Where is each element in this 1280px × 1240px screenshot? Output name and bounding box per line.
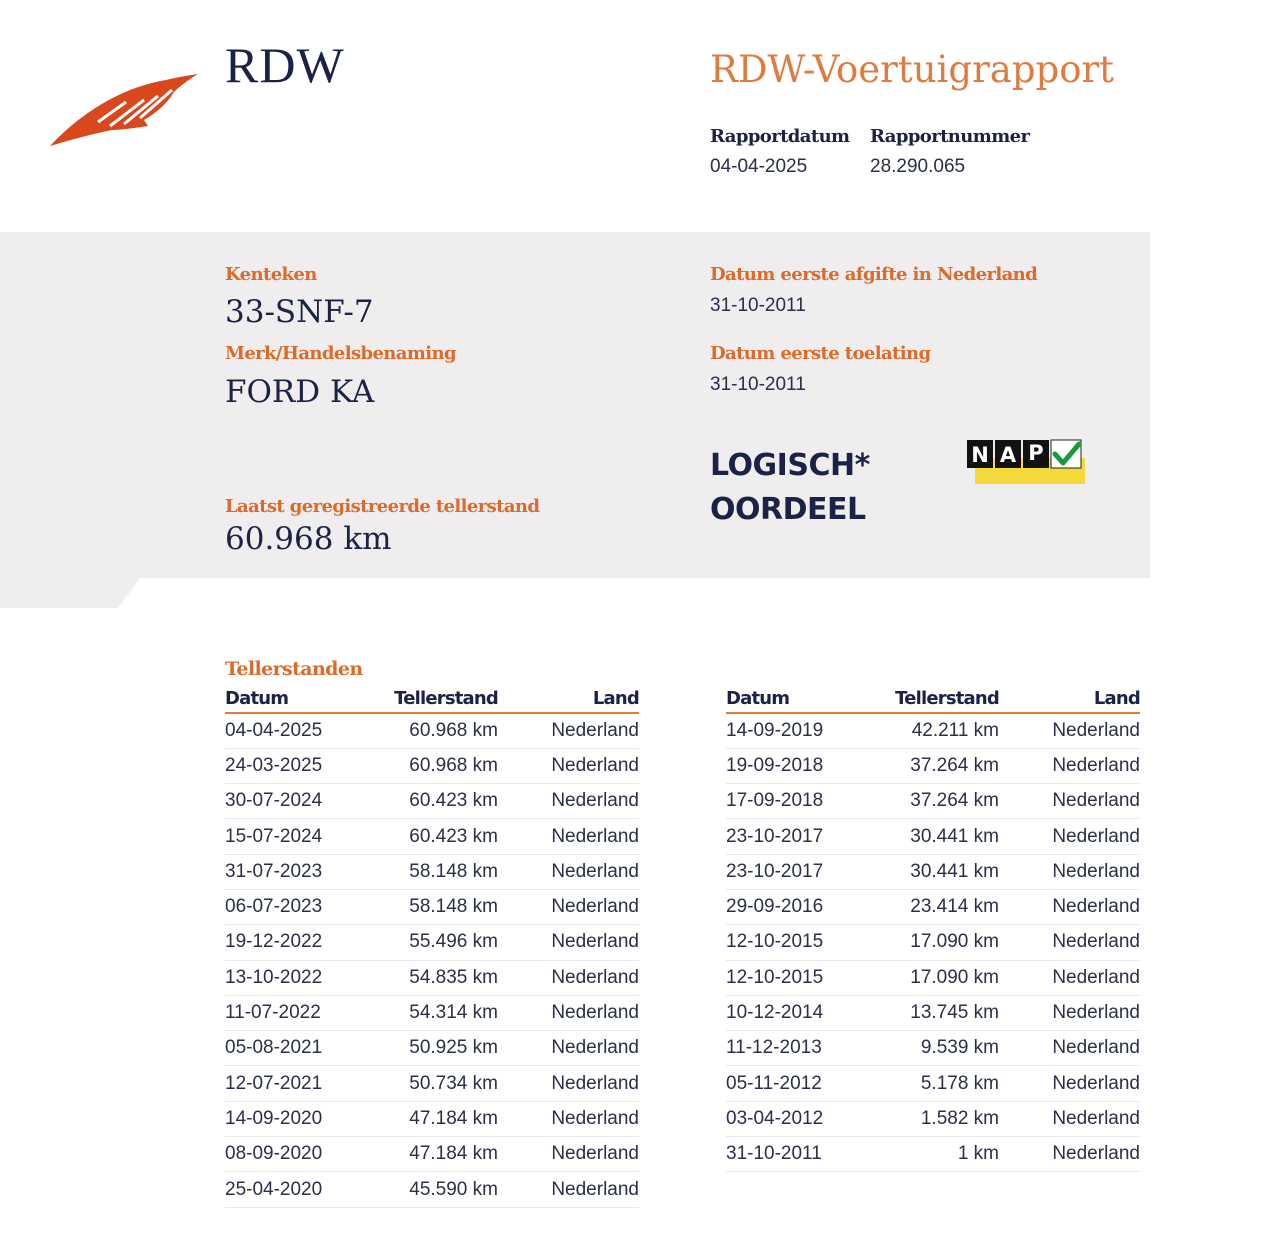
tellerstand-cell: 60.968 km xyxy=(355,748,498,783)
datum-cell: 24-03-2025 xyxy=(225,748,355,783)
datum-cell: 03-04-2012 xyxy=(726,1101,856,1136)
land-cell: Nederland xyxy=(498,1031,639,1066)
tellerstand-cell: 47.184 km xyxy=(355,1137,498,1172)
table-row xyxy=(225,854,639,889)
datum-cell: 19-09-2018 xyxy=(726,748,856,783)
land-cell: Nederland xyxy=(498,889,639,924)
table-row xyxy=(726,713,1140,748)
nap-letter-a: A xyxy=(999,443,1017,467)
report-number-label: Rapportnummer xyxy=(870,126,1030,147)
tellerstand-cell: 37.264 km xyxy=(856,784,999,819)
land-cell: Nederland xyxy=(498,1101,639,1136)
datum-cell: 12-10-2015 xyxy=(726,960,856,995)
land-cell: Nederland xyxy=(498,854,639,889)
land-cell: Nederland xyxy=(999,819,1140,854)
afgifte-label: Datum eerste afgifte in Nederland xyxy=(710,264,1038,285)
table-row xyxy=(225,889,639,924)
tellerstand-cell: 17.090 km xyxy=(856,925,999,960)
datum-cell: 05-08-2021 xyxy=(225,1031,355,1066)
col-tellerstand: Tellerstand xyxy=(355,688,498,713)
merk-value: FORD KA xyxy=(225,374,375,410)
land-cell: Nederland xyxy=(999,854,1140,889)
tellerstand-cell: 17.090 km xyxy=(856,960,999,995)
land-cell: Nederland xyxy=(999,995,1140,1030)
datum-cell: 11-07-2022 xyxy=(225,995,355,1030)
tellerstand-cell: 30.441 km xyxy=(856,819,999,854)
tellerstand-cell: 60.423 km xyxy=(355,819,498,854)
tellerstanden-title: Tellerstanden xyxy=(225,658,363,680)
oordeel-verdict xyxy=(710,444,870,532)
tellerstand-cell: 1.582 km xyxy=(856,1101,999,1136)
table-row xyxy=(225,960,639,995)
afgifte-value: 31-10-2011 xyxy=(710,295,806,316)
land-cell: Nederland xyxy=(498,1137,639,1172)
datum-cell: 12-07-2021 xyxy=(225,1066,355,1101)
table-row xyxy=(225,819,639,854)
oordeel-line-1: LOGISCH* xyxy=(710,448,870,483)
rdw-logo-icon xyxy=(48,66,202,150)
table-row xyxy=(726,819,1140,854)
datum-cell: 06-07-2023 xyxy=(225,889,355,924)
land-cell: Nederland xyxy=(498,784,639,819)
col-land: Land xyxy=(498,688,639,713)
land-cell: Nederland xyxy=(498,1066,639,1101)
tellerstand-cell: 54.835 km xyxy=(355,960,498,995)
table-row xyxy=(726,995,1140,1030)
table-row xyxy=(726,1137,1140,1172)
panel-background xyxy=(0,232,1150,608)
toelating-value: 31-10-2011 xyxy=(710,374,806,395)
table-row xyxy=(726,1066,1140,1101)
report-date-label: Rapportdatum xyxy=(710,126,850,147)
col-datum: Datum xyxy=(225,688,355,713)
report-title: RDW-Voertuigrapport xyxy=(710,48,1115,91)
col-tellerstand: Tellerstand xyxy=(856,688,999,713)
tellerstanden-table-left xyxy=(225,688,639,1208)
table-row xyxy=(225,925,639,960)
datum-cell: 14-09-2020 xyxy=(225,1101,355,1136)
col-datum: Datum xyxy=(726,688,856,713)
land-cell: Nederland xyxy=(999,713,1140,748)
table-row xyxy=(225,713,639,748)
table-row xyxy=(726,784,1140,819)
datum-cell: 10-12-2014 xyxy=(726,995,856,1030)
table-row xyxy=(225,784,639,819)
nap-logo-icon xyxy=(967,438,1087,486)
tellerstand-cell: 47.184 km xyxy=(355,1101,498,1136)
tellerstand-cell: 45.590 km xyxy=(355,1172,498,1207)
datum-cell: 14-09-2019 xyxy=(726,713,856,748)
table-row xyxy=(225,1172,639,1207)
land-cell: Nederland xyxy=(498,995,639,1030)
nap-letter-n: N xyxy=(971,443,989,467)
land-cell: Nederland xyxy=(498,819,639,854)
table-row xyxy=(225,1066,639,1101)
oordeel-line-2: OORDEEL xyxy=(710,492,866,527)
datum-cell: 11-12-2013 xyxy=(726,1031,856,1066)
datum-cell: 05-11-2012 xyxy=(726,1066,856,1101)
table-row xyxy=(726,1031,1140,1066)
datum-cell: 04-04-2025 xyxy=(225,713,355,748)
table-header-row xyxy=(225,688,639,713)
land-cell: Nederland xyxy=(999,1137,1140,1172)
datum-cell: 23-10-2017 xyxy=(726,819,856,854)
land-cell: Nederland xyxy=(999,1101,1140,1136)
table-header-row xyxy=(726,688,1140,713)
tellerstand-cell: 55.496 km xyxy=(355,925,498,960)
tellerstand-label: Laatst geregistreerde tellerstand xyxy=(225,496,540,517)
tellerstand-cell: 37.264 km xyxy=(856,748,999,783)
report-date: 04-04-2025 xyxy=(710,156,808,177)
table-row xyxy=(726,889,1140,924)
tellerstand-cell: 42.211 km xyxy=(856,713,999,748)
table-row xyxy=(726,748,1140,783)
table-row xyxy=(726,925,1140,960)
table-row xyxy=(726,1101,1140,1136)
tellerstand-cell: 13.745 km xyxy=(856,995,999,1030)
tellerstand-cell: 30.441 km xyxy=(856,854,999,889)
tellerstand-value: 60.968 km xyxy=(225,521,392,557)
land-cell: Nederland xyxy=(999,889,1140,924)
datum-cell: 29-09-2016 xyxy=(726,889,856,924)
datum-cell: 15-07-2024 xyxy=(225,819,355,854)
datum-cell: 31-07-2023 xyxy=(225,854,355,889)
land-cell: Nederland xyxy=(498,713,639,748)
report-number: 28.290.065 xyxy=(870,156,966,177)
tellerstand-cell: 1 km xyxy=(856,1137,999,1172)
datum-cell: 13-10-2022 xyxy=(225,960,355,995)
datum-cell: 12-10-2015 xyxy=(726,925,856,960)
tellerstand-cell: 50.734 km xyxy=(355,1066,498,1101)
table-row xyxy=(225,748,639,783)
table-row xyxy=(726,854,1140,889)
datum-cell: 25-04-2020 xyxy=(225,1172,355,1207)
tellerstand-cell: 9.539 km xyxy=(856,1031,999,1066)
nap-letter-p: P xyxy=(1028,441,1044,465)
vehicle-summary-panel xyxy=(0,232,1150,608)
tellerstand-cell: 60.968 km xyxy=(355,713,498,748)
land-cell: Nederland xyxy=(999,925,1140,960)
land-cell: Nederland xyxy=(498,1172,639,1207)
land-cell: Nederland xyxy=(498,748,639,783)
tellerstand-cell: 50.925 km xyxy=(355,1031,498,1066)
land-cell: Nederland xyxy=(498,925,639,960)
tellerstand-cell: 23.414 km xyxy=(856,889,999,924)
brand-name: RDW xyxy=(225,37,345,93)
datum-cell: 19-12-2022 xyxy=(225,925,355,960)
tellerstand-cell: 54.314 km xyxy=(355,995,498,1030)
datum-cell: 30-07-2024 xyxy=(225,784,355,819)
datum-cell: 23-10-2017 xyxy=(726,854,856,889)
table-row xyxy=(225,995,639,1030)
table-row xyxy=(225,1031,639,1066)
table-row xyxy=(225,1137,639,1172)
land-cell: Nederland xyxy=(999,960,1140,995)
land-cell: Nederland xyxy=(999,748,1140,783)
tellerstand-cell: 60.423 km xyxy=(355,784,498,819)
kenteken-value: 33-SNF-7 xyxy=(225,294,374,330)
toelating-label: Datum eerste toelating xyxy=(710,343,931,364)
tellerstand-cell: 58.148 km xyxy=(355,889,498,924)
land-cell: Nederland xyxy=(999,1066,1140,1101)
table-row xyxy=(726,960,1140,995)
land-cell: Nederland xyxy=(498,960,639,995)
datum-cell: 31-10-2011 xyxy=(726,1137,856,1172)
land-cell: Nederland xyxy=(999,1031,1140,1066)
col-land: Land xyxy=(999,688,1140,713)
tellerstand-cell: 58.148 km xyxy=(355,854,498,889)
tellerstanden-table-right xyxy=(726,688,1140,1172)
tellerstand-cell: 5.178 km xyxy=(856,1066,999,1101)
kenteken-label: Kenteken xyxy=(225,264,317,285)
land-cell: Nederland xyxy=(999,784,1140,819)
merk-label: Merk/Handelsbenaming xyxy=(225,343,457,364)
datum-cell: 17-09-2018 xyxy=(726,784,856,819)
table-row xyxy=(225,1101,639,1136)
datum-cell: 08-09-2020 xyxy=(225,1137,355,1172)
